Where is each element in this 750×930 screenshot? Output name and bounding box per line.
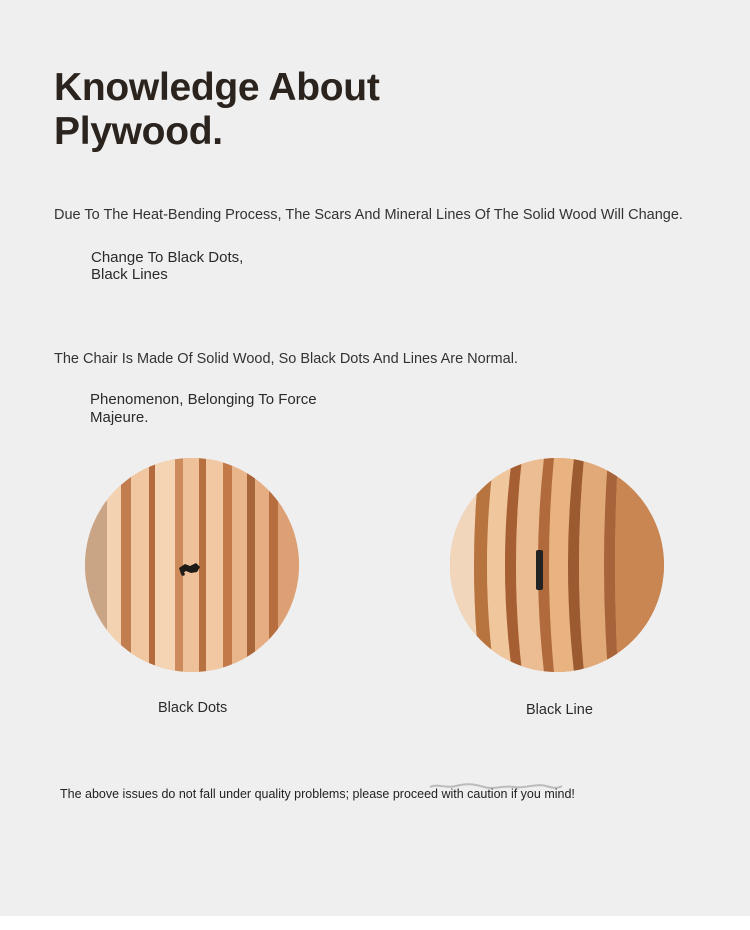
- change-description: [91, 249, 243, 283]
- page-title: [54, 66, 380, 154]
- change-description-line-2: Black Lines: [91, 266, 168, 283]
- black-dots-caption: Black Dots: [158, 700, 228, 716]
- force-majeure-description: [90, 391, 317, 427]
- wood-grain-black-line-photo-icon: [450, 458, 664, 672]
- change-description-line-1: Change To Black Dots,: [91, 249, 244, 266]
- black-line-caption: Black Line: [526, 702, 593, 718]
- page-title-line-1: Knowledge About: [54, 66, 380, 109]
- quality-disclaimer: The above issues do not fall under quality problems; please proceed with caution if you mind!: [60, 787, 575, 801]
- force-majeure-line-1: Phenomenon, Belonging To Force: [90, 391, 317, 408]
- black-line-photo: [450, 458, 664, 672]
- page-title-line-2: Plywood.: [54, 110, 223, 153]
- wood-grain-black-dot-photo-icon: [85, 458, 299, 672]
- black-dots-photo: [85, 458, 299, 672]
- solid-wood-explanation: The Chair Is Made Of Solid Wood, So Black Dots And Lines Are Normal.: [54, 351, 518, 367]
- force-majeure-line-2: Majeure.: [90, 409, 149, 426]
- heat-bending-explanation: Due To The Heat-Bending Process, The Scars And Mineral Lines Of The Solid Wood Will Change.: [54, 207, 683, 223]
